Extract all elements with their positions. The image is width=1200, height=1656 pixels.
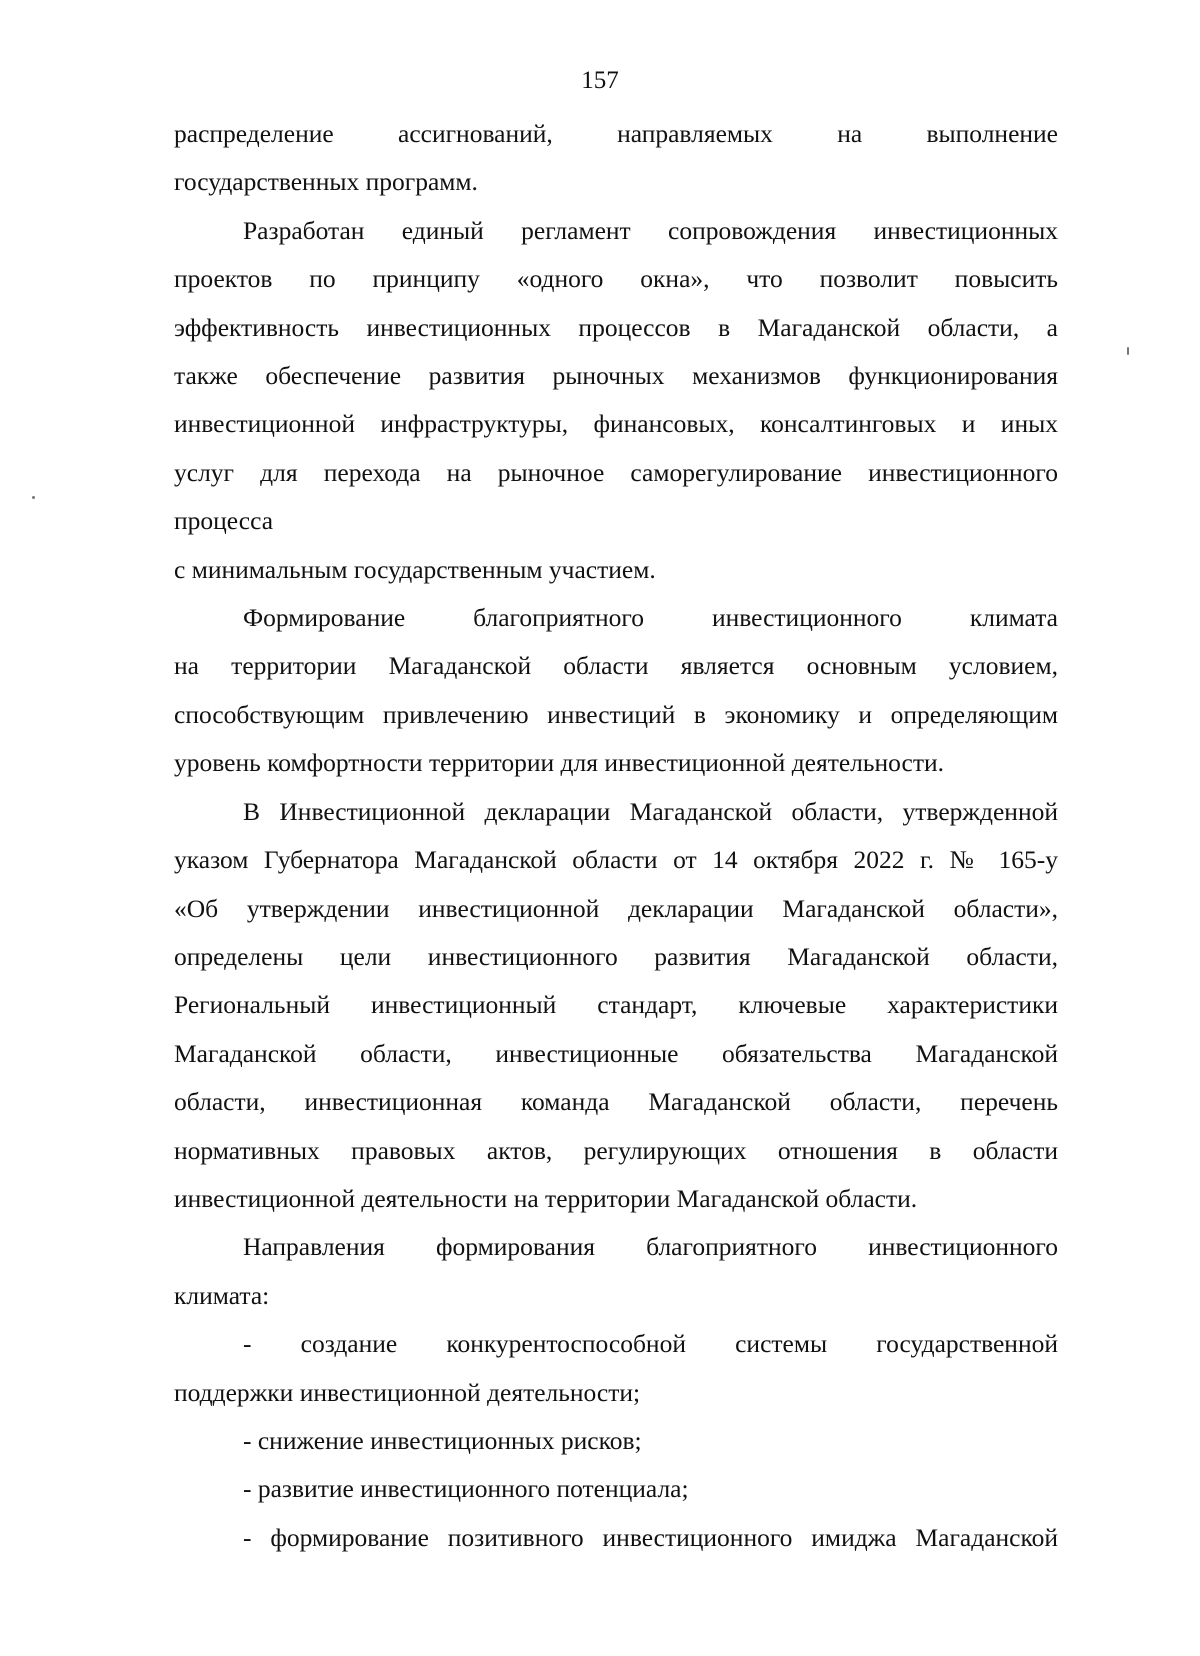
- scan-speck: [32, 496, 35, 499]
- text-line: нормативных правовых актов, регулирующих отношения в области: [174, 1135, 1058, 1165]
- text-line: Формирование благоприятного инвестиционного климата: [243, 603, 1058, 633]
- text-line: процесса: [174, 506, 274, 536]
- list-item-line: - формирование позитивного инвестиционного имиджа Магаданской: [243, 1522, 1058, 1552]
- text-line: определены цели инвестиционного развития Магаданской области,: [174, 941, 1058, 971]
- text-line: на территории Магаданской области является основным условием,: [174, 651, 1058, 681]
- page-number: 157: [581, 67, 619, 94]
- list-item-line: - снижение инвестиционных рисков;: [243, 1425, 642, 1455]
- text-line: климата:: [174, 1280, 270, 1310]
- text-line: указом Губернатора Магаданской области от 14 октября 2022 г. № 165-у: [174, 845, 1058, 875]
- text-line: инвестиционной деятельности на территории Магаданской области.: [174, 1183, 918, 1213]
- text-line: способствующим привлечению инвестиций в экономику и определяющим: [174, 699, 1058, 729]
- list-item-line: - развитие инвестиционного потенциала;: [243, 1474, 689, 1504]
- scan-speck: [1127, 347, 1129, 355]
- text-line: инвестиционной инфраструктуры, финансовых, консалтинговых и иных: [174, 409, 1058, 439]
- text-line: Магаданской области, инвестиционные обязательства Магаданской: [174, 1038, 1058, 1068]
- list-item-line: - создание конкурентоспособной системы государственной: [243, 1329, 1058, 1359]
- text-line: поддержки инвестиционной деятельности;: [174, 1377, 641, 1407]
- text-line: эффективность инвестиционных процессов в Магаданской области, а: [174, 312, 1058, 342]
- text-line: с минимальным государственным участием.: [174, 554, 656, 584]
- text-line: услуг для перехода на рыночное саморегулирование инвестиционного: [174, 457, 1058, 487]
- text-line: также обеспечение развития рыночных механизмов функционирования: [174, 361, 1058, 391]
- text-line: В Инвестиционной декларации Магаданской области, утвержденной: [243, 796, 1058, 826]
- text-line: проектов по принципу «одного окна», что позволит повысить: [174, 264, 1058, 294]
- text-line: уровень комфортности территории для инвестиционной деятельности.: [174, 748, 945, 778]
- text-line: распределение ассигнований, направляемых на выполнение: [174, 119, 1058, 148]
- text-line: Разработан единый регламент сопровождения инвестиционных: [243, 215, 1058, 245]
- text-line: Направления формирования благоприятного инвестиционного: [243, 1232, 1058, 1262]
- text-line: государственных программ.: [174, 167, 478, 197]
- text-line: «Об утверждении инвестиционной декларации Магаданской области»,: [174, 893, 1058, 923]
- text-line: Региональный инвестиционный стандарт, ключевые характеристики: [174, 990, 1058, 1020]
- text-line: области, инвестиционная команда Магаданской области, перечень: [174, 1087, 1058, 1117]
- document-body: [174, 110, 1058, 1562]
